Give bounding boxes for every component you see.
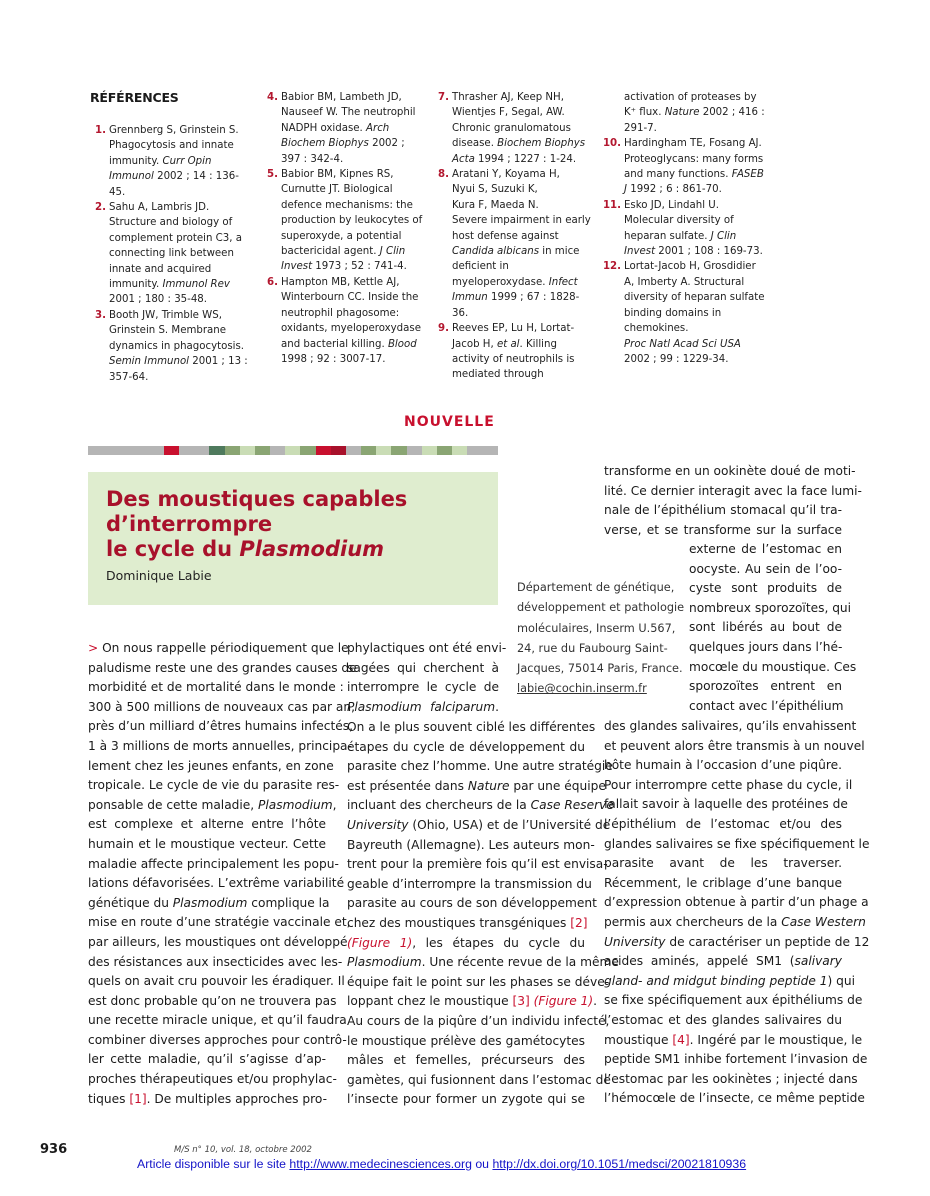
text-line: près d’un milliard d’êtres humains infectés, [88,719,353,734]
text-line: et peuvent alors être transmis à un nouvel [604,738,865,753]
color-bar-segment [285,446,300,455]
color-bar-segment [179,446,194,455]
body-column-2 [347,718,619,1110]
doi-link[interactable]: http://dx.doi.org/10.1051/medsci/20021810936 [492,1157,747,1171]
text-line: Plasmodium. Une récente revue de la même [347,955,619,970]
page-number: 936 [40,1142,68,1157]
reference-number: 5. [267,169,278,181]
body-column-3-top [604,462,862,540]
text-line: verse, et se transforme sur la surface [604,522,842,537]
color-bar-segment [316,446,331,455]
text-line: On a le plus souvent ciblé les différentes [347,720,596,734]
text-line: sporozoïtes entrent en [689,679,842,694]
reference-number: 4. [267,92,278,103]
text-line: externe de l’estomac en [689,542,842,556]
color-bar-segment [391,446,406,455]
text-line: mise en route d’une stratégie vaccinale et, [88,915,351,930]
text-line: se fixe spécifiquement aux épithéliums de [604,993,863,1008]
text-line: fallait savoir à laquelle des protéines de [604,797,848,812]
text-line: Plasmodium falciparum. [347,699,499,714]
text-line: loppant chez le moustique [3] (Figure 1). [347,994,598,1009]
reference-number: 7. [438,92,449,103]
text-line: lations défavorisées. L’extrême variabilité [88,876,345,891]
text-line: 1 à 3 millions de morts annuelles, principa- [88,738,352,753]
text-line: hôte humain à l’occasion d’une piqûre. [604,758,842,773]
text-line: est donc probable qu’on ne trouvera pas [88,993,337,1008]
text-line: des glandes salivaires, qu’ils envahissent [604,719,857,733]
text-line: l’épithélium de l’estomac et/ou des [604,816,842,831]
color-bar-segment [482,446,497,455]
text-line: 300 à 500 millions de nouveaux cas par an, [88,699,355,714]
color-bar-segment [422,446,437,455]
text-line: nale de l’épithélium stomacal qu’il tra- [604,503,842,518]
text-line: University (Ohio, USA) et de l’Université de [347,817,611,832]
color-bar-segment [209,446,224,455]
section-label: NOUVELLE [404,414,495,430]
text-line: acides aminés, appelé SM1 (salivary [604,954,842,969]
color-bar-segment [88,446,103,455]
text-line: lement chez les jeunes enfants, en zone [88,758,334,773]
text-line: Récemment, le criblage d’une banque [604,875,842,890]
reference-number: 3. [95,309,106,321]
text-line: mocœle du moustique. Ces [689,659,857,674]
text-line: geable d’interrompre la transmission du [347,876,592,891]
color-bar-segment [361,446,376,455]
text-line: ponsable de cette maladie, Plasmodium, [88,797,337,812]
text-line: l’estomac par les ookinètes ; injecté dans [604,1071,858,1086]
color-bar-segment [270,446,285,455]
text-line: tiques [1]. De multiples approches pro- [88,1091,327,1106]
reference-item: 5. Babior BM, Kipnes RS, Curnutte JT. Biological defence mechanisms: the production by leukocytes of superoxyde, a potential bactericidal agent. J Clin Invest 1973 ; 52 : 741-4. [262,167,427,275]
article-author: Dominique Labie [106,568,212,583]
text-line: moustique [4]. Ingéré par le moustique, le [604,1032,863,1047]
text-line: morbidité et de mortalité dans le monde : [88,680,344,695]
text-line: nombreux sporozoïtes, qui [689,600,852,615]
body-column-1 [88,639,357,1109]
text-line: (Figure 1), les étapes du cycle du [347,935,585,950]
text-line: peptide SM1 inhibe fortement l’invasion de [604,1052,868,1067]
reference-item: activation of proteases by K⁺ flux. Nature 2002 ; 416 : 291-7. [624,92,765,134]
text-line: paludisme reste une des grandes causes de [88,660,357,675]
references-heading: RÉFÉRENCES [90,90,179,105]
color-bar-segment [149,446,164,455]
reference-item: 7. Thrasher AJ, Keep NH, Wientjes F, Segal, AW. Chronic granulomatous disease. Biochem Biophys Acta 1994 ; 1227 : 1-24. [433,90,593,167]
reference-item: 4. Babior BM, Lambeth JD, Nauseef W. The neutrophil NADPH oxidase. Arch Biochem Biophys 2002 ; 397 : 342-4. [262,90,427,167]
text-line: > On nous rappelle périodiquement que le [88,641,349,655]
journal-reference: M/S n° 10, vol. 18, octobre 2002 [174,1145,312,1155]
text-line: parasite avant de les traverser. [604,856,842,871]
text-line: gland- and midgut binding peptide 1) qui [604,973,856,988]
reference-item: 1. Grennberg S, Grinstein S. Phagocytosis and innate immunity. Curr Opin Immunol 2002 ; 14 : 136-45. [90,123,250,200]
reference-number: 12. [602,261,621,273]
reference-item: 3. Booth JW, Trimble WS, Grinstein S. Membrane dynamics in phagocytosis. Semin Immunol 2001 ; 13 : 357-64. [90,308,250,385]
body-column-3-narrow [689,540,857,716]
decorative-color-bar [88,446,498,455]
reference-item: 11. Esko JD, Lindahl U. Molecular diversity of heparan sulfate. J Clin Invest 2001 ; 108 : 169-73. [605,198,770,260]
text-line: mâles et femelles, précurseurs des [347,1053,585,1068]
text-line: phylactiques ont été envi- [347,641,507,655]
text-line: ler cette maladie, qu’il s’agisse d’ap- [88,1052,326,1067]
text-line: interrompre le cycle de [347,680,499,695]
text-line: quels on avait cru pouvoir les éradiquer. Il [88,974,345,989]
site-link[interactable]: http://www.medecinesciences.org [289,1157,472,1171]
color-bar-segment [255,446,270,455]
reference-item: 6. Hampton MB, Kettle AJ, Winterbourn CC. Inside the neutrophil phagosome: oxidants, myeloperoxydase and bacterial killing. Blood 1998 ; 92 : 3007-17. [262,275,427,367]
text-line: parasite chez l’homme. Une autre stratégie [347,759,613,774]
references-column-2 [262,90,427,367]
text-line: University de caractériser un peptide de 12 [604,934,870,949]
reference-item: 2. Sahu A, Lambris JD. Structure and biology of complement protein C3, a connecting link between innate and acquired immunity. Immunol Rev 2001 ; 180 : 35-48. [90,200,250,308]
text-line: maladie affecte principalement les popu- [88,856,339,871]
text-line: sagées qui cherchent à [347,660,499,675]
color-bar-segment [134,446,149,455]
reference-number: 11. [602,199,621,211]
color-bar-segment [164,446,179,455]
text-line: proches thérapeutiques et/ou prophylac- [88,1072,337,1087]
text-line: quelques jours dans l’hé- [689,639,843,654]
text-line: étapes du cycle de développement du [347,739,585,754]
color-bar-segment [331,446,346,455]
text-line: chez des moustiques transgéniques [2] [347,915,588,930]
text-line: Au cours de la piqûre d’un individu infecté, [347,1013,610,1028]
text-line: est présentée dans Nature par une équipe [347,778,606,793]
reference-item: 8. Aratani Y, Koyama H, Nyui S, Suzuki K, Kura F, Maeda N. Severe impairment in early host defense against Candida albicans in mice deficient in myeloperoxydase. Infect Immun 1999 ; 67 : 1828-36. [433,167,593,321]
color-bar-segment [376,446,391,455]
text-line: gamètes, qui fusionnent dans l’estomac de [347,1072,611,1087]
reference-number: 2. [95,202,106,214]
references-column-4 [602,90,770,367]
text-line: le moustique prélève des gamétocytes [347,1033,585,1048]
reference-number: 6. [267,276,278,288]
color-bar-segment [452,446,467,455]
color-bar-segment [407,446,422,455]
color-bar-segment [346,446,361,455]
text-line: l’insecte pour former un zygote qui se [347,1092,585,1107]
text-line: tropicale. Le cycle de vie du parasite res- [88,778,340,793]
text-line: des résistances aux insecticides avec les- [88,954,343,969]
text-line: glandes salivaires se fixe spécifiquement le [604,836,870,851]
color-bar-segment [467,446,482,455]
title-box [88,472,498,605]
text-line: est complexe et alterne entre l’hôte [88,817,326,832]
text-line: contact avec l’épithélium [689,698,844,713]
text-line: Bayreuth (Allemagne). Les auteurs mon- [347,837,595,852]
reference-item: 12. Lortat-Jacob H, Grosdidier A, Imberty A. Structural diversity of heparan sulfate binding domains in chemokines. Proc Natl Acad Sci USA 2002 ; 99 : 1229-34. [605,259,770,367]
author-email-link[interactable]: labie@cochin.inserm.fr [517,682,647,696]
text-line: combiner diverses approches pour contrô- [88,1032,347,1047]
reference-item: 10. Hardingham TE, Fosang AJ. Proteoglycans: many forms and many functions. FASEB J 1992 ; 6 : 861-70. [605,136,770,198]
text-line: trent pour la première fois qu’il est envisa- [347,857,608,872]
text-line: humain et le moustique vecteur. Cette [88,836,326,851]
reference-number: 1. [95,125,106,136]
text-line: incluant des chercheurs de la Case Reserve [347,798,614,813]
text-line: l’hémocœle de l’insecte, ce même peptide [604,1091,865,1106]
reference-item: 9. Reeves EP, Lu H, Lortat- Jacob H, et al. Killing activity of neutrophils is mediated through [433,321,593,383]
text-line: cyste sont produits de [689,581,842,596]
color-bar-segment [194,446,209,455]
body-column-2-top [347,639,507,717]
text-line: d’expression obtenue à partir d’un phage a [604,895,869,910]
reference-number: 9. [438,323,449,335]
text-line: par ailleurs, les moustiques ont développé [88,934,348,949]
author-affiliation: Département de génétique, développement et pathologie moléculaires, Inserm U.567, 24, rue du Faubourg Saint- Jacques, 75014 Paris, France. labie@cochin.inserm.fr [517,578,687,700]
text-line: équipe fait le point sur les phases se déve- [347,974,610,989]
text-line: parasite au cours de son développement [347,896,597,911]
availability-footer: Article disponible sur le site http://www.medecinesciences.org ou http://dx.doi.org/10.1051/medsci/20021810936 [137,1157,747,1171]
color-bar-segment [118,446,133,455]
references-column-1 [90,123,250,385]
text-line: lité. Ce dernier interagit avec la face lumi- [604,483,862,498]
text-line: génétique du Plasmodium complique la [88,895,330,910]
body-column-3 [604,717,870,1109]
reference-number: 8. [438,169,449,181]
text-line: une recette miracle unique, et qu’il faudra [88,1013,347,1028]
color-bar-segment [240,446,255,455]
text-line: l’estomac et des glandes salivaires du [604,1012,842,1027]
references-column-3 [433,90,593,383]
text-line: permis aux chercheurs de la Case Western [604,914,866,929]
text-line: sont libérés au bout de [689,620,842,635]
text-line: transforme en un ookinète doué de moti- [604,464,856,478]
color-bar-segment [225,446,240,455]
article-title: Des moustiques capables d’interrompre le cycle du Plasmodium [106,487,408,561]
color-bar-segment [437,446,452,455]
text-line: oocyste. Au sein de l’oo- [689,561,842,576]
reference-number: 10. [602,138,621,150]
color-bar-segment [300,446,315,455]
text-line: Pour interrompre cette phase du cycle, il [604,777,853,792]
color-bar-segment [103,446,118,455]
